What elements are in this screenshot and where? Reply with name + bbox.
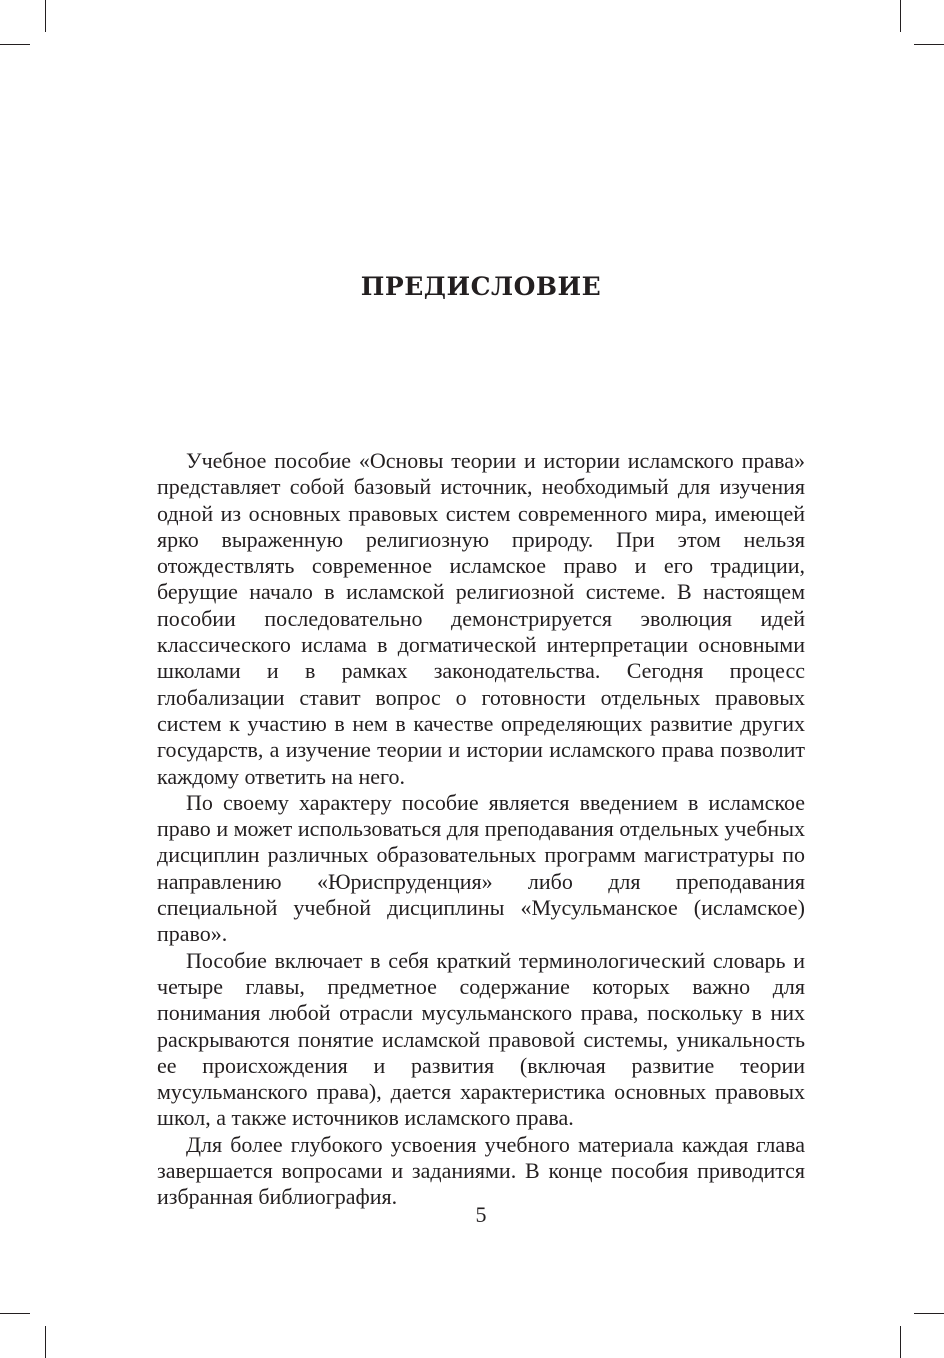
crop-mark-bottom-right-vertical <box>900 1326 901 1358</box>
paragraph: По своему характеру пособие является введением в исламское право и может использоваться для преподавания отдельных учебных дисциплин различных образовательных программ магистратуры по направлению «Юриспруденция» либо для преподавания специальной учебной дисциплины «Мусульманское (исламское) право». <box>157 789 805 947</box>
crop-mark-top-right-vertical <box>900 0 901 32</box>
crop-mark-top-left-vertical <box>45 0 46 32</box>
chapter-title: ПРЕДИСЛОВИЕ <box>360 272 602 301</box>
crop-mark-bottom-left-vertical <box>45 1326 46 1358</box>
paragraph: Для более глубокого усвоения учебного материала каждая глава завершается вопросами и заданиями. В конце пособия приводится избранная библиография. <box>157 1131 805 1210</box>
crop-mark-top-left-horizontal <box>0 44 30 45</box>
body-text <box>157 448 805 1211</box>
page-number: 5 <box>475 1202 487 1227</box>
crop-mark-bottom-left-horizontal <box>0 1313 30 1314</box>
paragraph: Пособие включает в себя краткий терминологический словарь и четыре главы, предметное содержание которых важно для понимания любой отрасли мусульманского права, поскольку в них раскрываются понятие исламской правовой системы, уникальность ее происхождения и развития (включая развитие теории мусульманского права), дается характеристика основных правовых школ, а также источников исламского права. <box>157 947 805 1131</box>
crop-mark-top-right-horizontal <box>914 44 944 45</box>
paragraph: Учебное пособие «Основы теории и истории исламского права» представляет собой базовый источник, необходимый для изучения одной из основных правовых систем современного мира, имеющей ярко выраженную религиозную природу. При этом нельзя отождествлять современное исламское право и его традиции, берущие начало в исламской религиозной системе. В настоящем пособии последовательно демонстрируется эволюция идей классического ислама в догматической интерпретации основными школами и в рамках законодательства. Сегодня процесс глобализации ставит вопрос о готовности отдельных правовых систем к участию в нем в качестве определяющих развитие других государств, а изучение теории и истории исламского права позволит каждому ответить на него. <box>157 448 805 789</box>
crop-mark-bottom-right-horizontal <box>914 1313 944 1314</box>
